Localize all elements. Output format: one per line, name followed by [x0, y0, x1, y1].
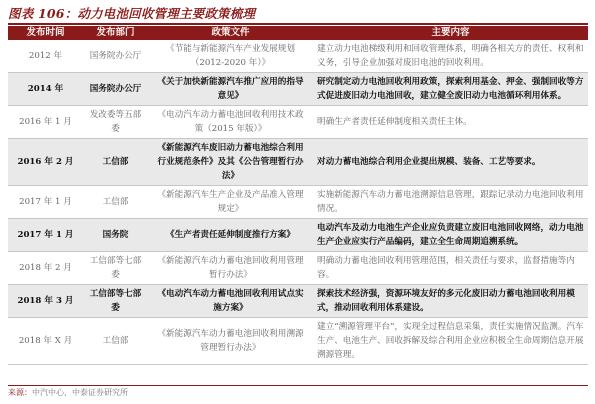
row-date: 2014 年	[8, 73, 83, 106]
header-content: 主要内容	[431, 27, 470, 38]
row-policy-name: 《电动汽车动力蓄电池回收利用技术政策（2015 年版）》	[148, 106, 313, 139]
row-policy-name: 《新能源汽车动力蓄电池回收利用管理暂行办法》	[148, 252, 313, 285]
table-row	[8, 106, 588, 139]
title-rule	[8, 23, 588, 25]
row-date: 2017 年 1 月	[8, 186, 83, 219]
table-row	[8, 186, 588, 219]
table-header-row	[8, 26, 588, 40]
policy-table	[8, 26, 588, 365]
table-row	[8, 40, 588, 73]
row-date: 2016 年 2 月	[8, 139, 83, 186]
row-dept: 工信部	[83, 139, 148, 186]
row-content: 建立“溯源管理平台”，实现全过程信息采集，责任实施情况监测。汽车生产、电池生产、回收拆解及综合利用企业应积极全生命周期信息开展溯源管理。	[313, 318, 588, 365]
row-policy-name: 《新能源汽车动力蓄电池回收利用溯源管理暂行办法》	[148, 318, 313, 365]
row-dept: 工信部	[83, 186, 148, 219]
row-dept: 发改委等五部委	[83, 106, 148, 139]
header-date: 发布时间	[26, 27, 65, 38]
row-content: 明确动力蓄电池回收利用管理范围，相关责任与要求，监督措施等内容。	[313, 252, 588, 285]
table-row	[8, 285, 588, 318]
table-row	[8, 73, 588, 106]
row-content: 明确生产者责任延伸制度相关责任主体。	[313, 106, 588, 139]
table-row	[8, 219, 588, 252]
row-date: 2012 年	[8, 40, 83, 73]
row-dept: 国务院办公厅	[83, 73, 148, 106]
row-policy-name: 《新能源汽车生产企业及产品准入管理规定》	[148, 186, 313, 219]
header-dept: 发布部门	[96, 27, 135, 38]
row-content: 实施新能源汽车动力蓄电池溯源信息管理，跟踪记录动力电池回收利用情况。	[313, 186, 588, 219]
row-dept: 国务院办公厅	[83, 40, 148, 73]
table-row	[8, 139, 588, 186]
header-name: 政策文件	[211, 27, 250, 38]
row-content: 对动力蓄电池综合利用企业提出规模、装备、工艺等要求。	[313, 139, 588, 186]
row-policy-name: 《关于加快新能源汽车推广应用的指导意见》	[148, 73, 313, 106]
row-date: 2017 年 1 月	[8, 219, 83, 252]
row-content: 电动汽车及动力电池生产企业应负责建立废旧电池回收网络，动力电池生产企业应实行产品编码，建立全生命周期追溯系统。	[313, 219, 588, 252]
row-content: 建立动力电池梯级利用和回收管理体系，明确各相关方的责任、权利和义务，引导企业加强对废旧电池的回收利用。	[313, 40, 588, 73]
row-dept: 工信部等七部委	[83, 285, 148, 318]
row-date: 2018 年 3 月	[8, 285, 83, 318]
table-row	[8, 318, 588, 365]
row-content: 研究制定动力电池回收利用政策，探索利用基金、押金、强制回收等方式促进废旧动力电池回收，建立健全废旧动力电池循环利用体系。	[313, 73, 588, 106]
row-date: 2016 年 1 月	[8, 106, 83, 139]
source-text: 中汽中心，中泰证券研究所	[32, 388, 128, 397]
row-policy-name: 《节能与新能源汽车产业发展规划（2012-2020 年）》	[148, 40, 313, 73]
row-dept: 工信部	[83, 318, 148, 365]
source-label: 来源：	[8, 388, 32, 397]
row-policy-name: 《生产者责任延伸制度推行方案》	[148, 219, 313, 252]
row-dept: 工信部等七部委	[83, 252, 148, 285]
source-note	[8, 386, 588, 400]
row-date: 2018 年 2 月	[8, 252, 83, 285]
row-content: 探索技术经济强，资源环境友好的多元化废旧动力蓄电池回收利用模式，推动回收利用体系建设。	[313, 285, 588, 318]
figure-title: 图表 106：动力电池回收管理主要政策梳理	[8, 6, 256, 21]
row-date: 2018 年 X 月	[8, 318, 83, 365]
table-row	[8, 252, 588, 285]
row-policy-name: 《电动汽车动力蓄电池回收利用试点实施方案》	[148, 285, 313, 318]
row-dept: 国务院	[83, 219, 148, 252]
row-policy-name: 《新能源汽车废旧动力蓄电池综合利用行业规范条件》及其《公告管理暂行办法》	[148, 139, 313, 186]
